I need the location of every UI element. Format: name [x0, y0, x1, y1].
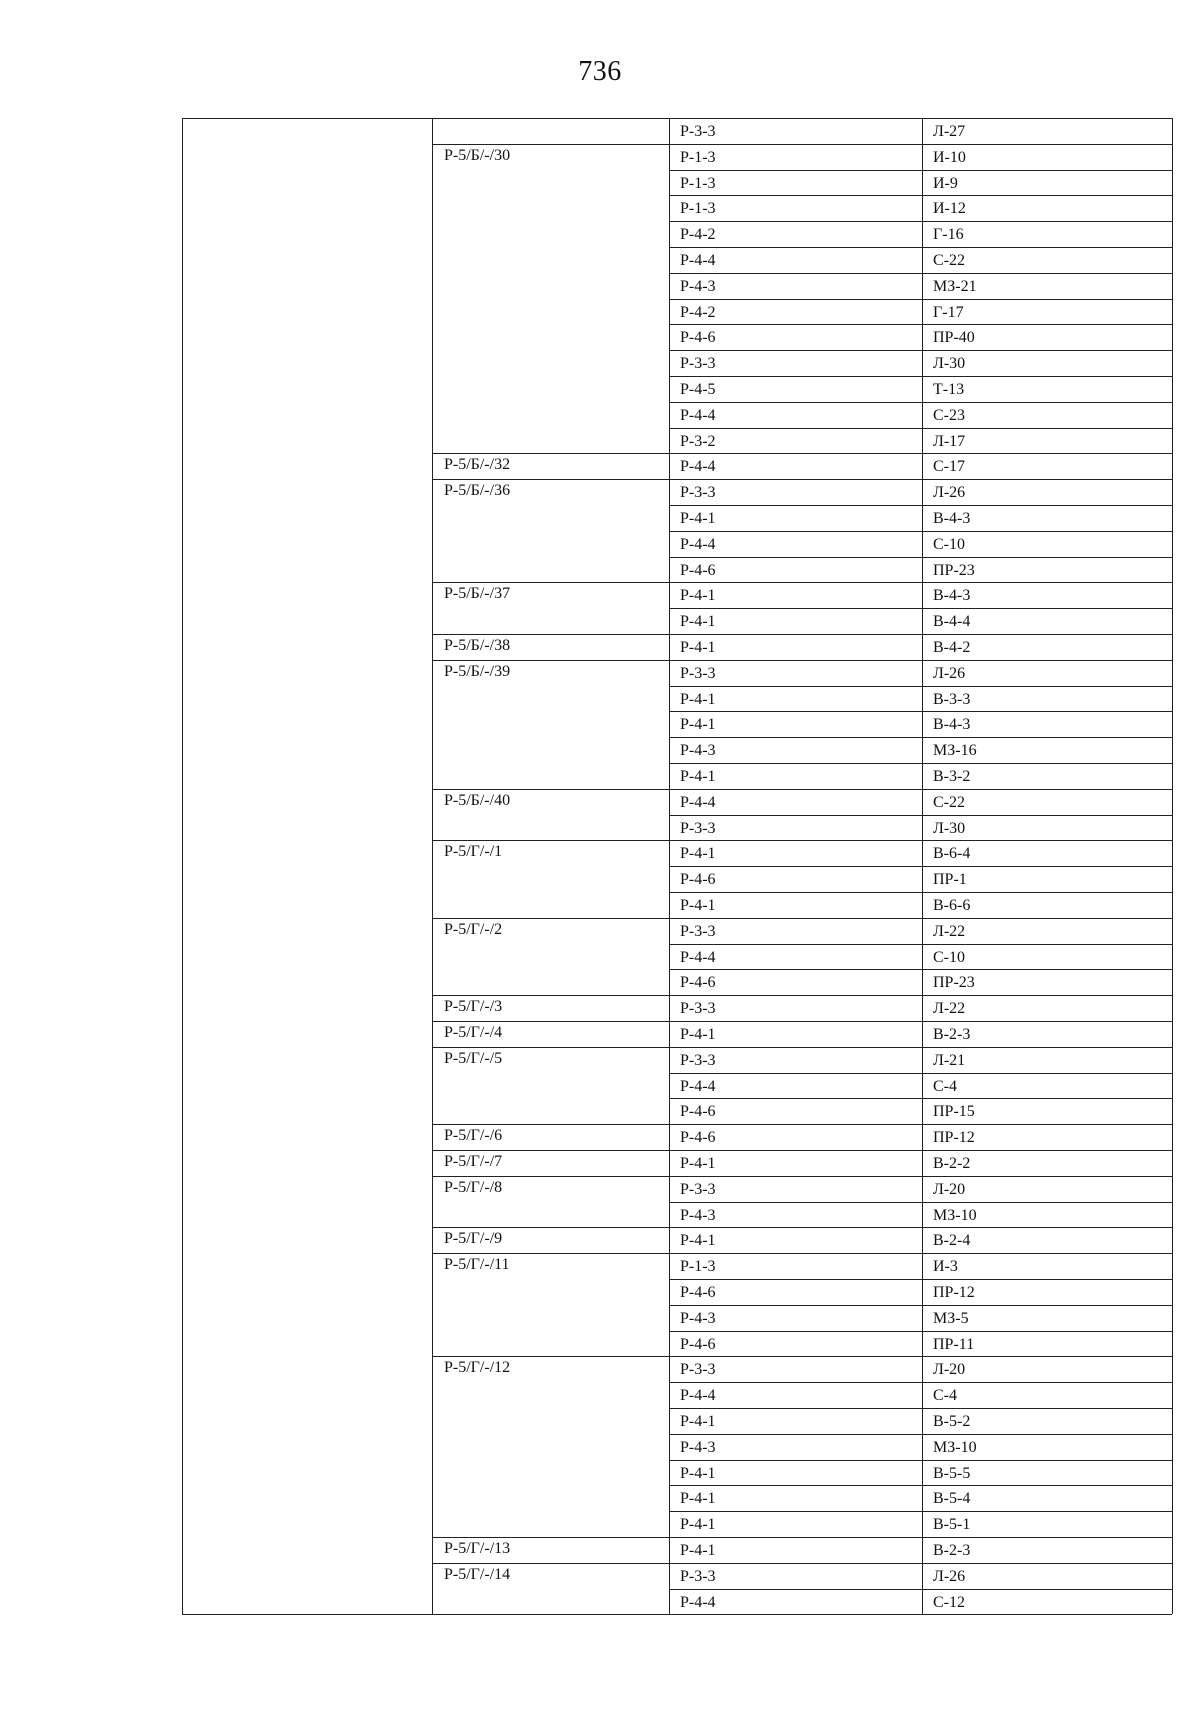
group-label: P-5/Г/-/8	[444, 1178, 503, 1196]
group-label: P-5/Г/-/13	[444, 1540, 511, 1557]
code-cell: В-3-2	[933, 768, 971, 785]
code-cell: P-4-1	[680, 510, 716, 527]
code-cell: В-4-3	[933, 716, 971, 734]
code-cell: В-6-4	[933, 845, 971, 863]
code-cell: В-2-3	[933, 1542, 971, 1559]
code-cell: P-4-4	[680, 252, 716, 269]
group-label: P-5/Б/-/37	[444, 585, 511, 603]
page-number: 736	[578, 56, 622, 87]
row-rule	[432, 660, 1172, 661]
code-cell: МЗ-10	[933, 1206, 977, 1224]
row-rule	[432, 1356, 1172, 1357]
code-cell: P-4-4	[680, 793, 716, 811]
code-cell: P-4-2	[680, 226, 716, 244]
code-cell: Л-26	[933, 1567, 966, 1585]
row-rule	[432, 995, 1172, 996]
code-cell: P-4-6	[680, 1284, 716, 1301]
code-cell: В-5-4	[933, 1490, 971, 1508]
row-rule	[669, 892, 1172, 893]
row-rule	[669, 608, 1172, 609]
group-label: P-5/Б/-/36	[444, 482, 511, 500]
code-cell: P-4-5	[680, 381, 716, 398]
row-rule	[669, 531, 1172, 532]
code-cell: P-4-6	[680, 974, 716, 992]
row-rule	[669, 273, 1172, 274]
code-cell: В-2-3	[933, 1026, 971, 1043]
row-rule	[432, 789, 1172, 790]
code-cell: С-10	[933, 948, 965, 966]
code-cell: P-3-3	[680, 355, 716, 373]
row-rule	[432, 840, 1172, 841]
row-rule	[182, 1614, 1172, 1615]
row-rule	[669, 402, 1172, 403]
group-label: P-5/Б/-/32	[444, 456, 511, 474]
code-cell: ПР-11	[933, 1335, 975, 1353]
group-label: P-5/Б/-/38	[444, 637, 511, 654]
row-rule	[432, 144, 1172, 145]
code-cell: P-4-6	[680, 561, 716, 579]
row-rule	[432, 1563, 1172, 1564]
row-rule	[669, 763, 1172, 764]
code-cell: P-4-1	[680, 845, 716, 863]
code-cell: С-22	[933, 252, 965, 269]
code-cell: P-4-1	[680, 1026, 716, 1043]
code-cell: И-10	[933, 148, 966, 166]
row-rule	[432, 1150, 1172, 1151]
row-rule	[669, 969, 1172, 970]
code-cell: P-4-1	[680, 1516, 716, 1534]
code-cell: ПР-12	[933, 1129, 975, 1147]
row-rule	[432, 1124, 1172, 1125]
code-cell: P-4-4	[680, 535, 716, 553]
code-cell: P-4-3	[680, 1438, 716, 1456]
code-cell: P-4-3	[680, 1206, 716, 1224]
code-cell: Л-30	[933, 355, 966, 373]
group-label: P-5/Г/-/3	[444, 998, 503, 1016]
row-rule	[669, 686, 1172, 687]
code-cell: В-5-5	[933, 1464, 971, 1482]
row-rule	[432, 582, 1172, 583]
row-rule	[432, 453, 1172, 454]
group-label: P-5/Г/-/9	[444, 1230, 503, 1248]
code-cell: ПР-15	[933, 1103, 975, 1121]
data-table	[182, 118, 1172, 1626]
code-cell: P-4-1	[680, 1413, 716, 1430]
code-cell: P-4-4	[680, 948, 716, 966]
row-rule	[669, 1511, 1172, 1512]
code-cell: P-4-4	[680, 406, 716, 424]
row-rule	[432, 1537, 1172, 1538]
code-cell: P-3-3	[680, 123, 716, 140]
row-rule	[669, 1382, 1172, 1383]
code-cell: С-22	[933, 793, 965, 811]
row-rule	[669, 944, 1172, 945]
row-rule	[432, 479, 1172, 480]
code-cell: ПР-12	[933, 1284, 975, 1301]
code-cell: Л-21	[933, 1051, 966, 1069]
code-cell: P-1-3	[680, 148, 716, 166]
code-cell: P-4-1	[680, 639, 716, 656]
row-rule	[669, 1434, 1172, 1435]
group-label: P-5/Г/-/5	[444, 1049, 503, 1067]
code-cell: P-4-1	[680, 613, 716, 631]
row-rule	[669, 505, 1172, 506]
row-rule	[669, 1098, 1172, 1099]
code-cell: МЗ-5	[933, 1309, 969, 1327]
code-cell: В-4-2	[933, 639, 971, 656]
code-cell: P-4-2	[680, 303, 716, 321]
row-rule	[669, 1279, 1172, 1280]
code-cell: P-3-2	[680, 432, 716, 450]
code-cell: P-4-6	[680, 329, 716, 347]
code-cell: P-1-3	[680, 200, 716, 218]
row-rule	[669, 737, 1172, 738]
code-cell: P-4-6	[680, 1103, 716, 1121]
row-rule	[669, 1589, 1172, 1590]
row-rule	[669, 1408, 1172, 1409]
code-cell: В-2-2	[933, 1155, 971, 1172]
row-rule	[669, 324, 1172, 325]
code-cell: Л-27	[933, 123, 966, 140]
code-cell: В-2-4	[933, 1232, 971, 1250]
row-rule	[669, 376, 1172, 377]
group-label: P-5/Б/-/30	[444, 146, 511, 164]
code-cell: ПР-23	[933, 561, 975, 579]
row-rule	[669, 557, 1172, 558]
group-label: P-5/Г/-/14	[444, 1565, 511, 1583]
group-label: P-5/Г/-/6	[444, 1127, 503, 1145]
code-cell: В-5-2	[933, 1413, 971, 1430]
code-cell: С-4	[933, 1387, 957, 1405]
code-cell: С-4	[933, 1077, 957, 1095]
row-rule	[432, 1227, 1172, 1228]
code-cell: P-4-1	[680, 768, 716, 785]
code-cell: P-4-4	[680, 1387, 716, 1405]
row-rule	[669, 1305, 1172, 1306]
group-label: P-5/Б/-/39	[444, 662, 511, 680]
code-cell: ПР-23	[933, 974, 975, 992]
code-cell: P-4-1	[680, 690, 716, 708]
code-cell: P-4-1	[680, 587, 716, 605]
column-rule	[432, 118, 433, 1614]
code-cell: Л-30	[933, 819, 966, 837]
row-rule	[432, 1176, 1172, 1177]
code-cell: P-4-1	[680, 1464, 716, 1482]
code-cell: P-1-3	[680, 1258, 716, 1276]
code-cell: P-3-3	[680, 1180, 716, 1198]
code-cell: В-6-6	[933, 897, 971, 914]
row-rule	[669, 1485, 1172, 1486]
row-rule	[432, 1047, 1172, 1048]
code-cell: P-4-4	[680, 1077, 716, 1095]
code-cell: P-4-1	[680, 897, 716, 914]
column-rule	[182, 118, 183, 1614]
row-rule	[669, 195, 1172, 196]
code-cell: P-4-6	[680, 1129, 716, 1147]
code-cell: В-5-1	[933, 1516, 971, 1534]
code-cell: Т-13	[933, 381, 965, 398]
row-rule	[669, 1073, 1172, 1074]
row-rule	[669, 299, 1172, 300]
code-cell: И-9	[933, 174, 958, 192]
code-cell: ПР-1	[933, 871, 967, 889]
code-cell: P-4-1	[680, 1155, 716, 1172]
code-cell: P-4-3	[680, 277, 716, 295]
row-rule	[669, 247, 1172, 248]
code-cell: P-3-3	[680, 1567, 716, 1585]
row-rule	[669, 711, 1172, 712]
group-label: P-5/Г/-/1	[444, 843, 503, 861]
code-cell: P-3-3	[680, 922, 716, 940]
group-label: P-5/Г/-/11	[444, 1256, 510, 1274]
code-cell: Л-26	[933, 484, 966, 502]
code-cell: Л-17	[933, 432, 966, 450]
code-cell: Л-22	[933, 1000, 966, 1018]
code-cell: P-4-4	[680, 1593, 716, 1611]
code-cell: P-3-3	[680, 819, 716, 837]
code-cell: P-4-1	[680, 1490, 716, 1508]
group-label: P-5/Г/-/2	[444, 920, 503, 938]
row-rule	[669, 221, 1172, 222]
code-cell: P-4-4	[680, 458, 716, 476]
code-cell: ПР-40	[933, 329, 975, 347]
code-cell: P-3-3	[680, 664, 716, 682]
code-cell: С-17	[933, 458, 965, 476]
code-cell: Л-20	[933, 1180, 966, 1198]
code-cell: С-10	[933, 535, 965, 553]
code-cell: P-4-3	[680, 742, 716, 760]
row-rule	[669, 170, 1172, 171]
code-cell: С-12	[933, 1593, 965, 1611]
row-rule	[432, 634, 1172, 635]
row-rule	[669, 428, 1172, 429]
code-cell: P-1-3	[680, 174, 716, 192]
row-rule	[669, 866, 1172, 867]
code-cell: P-3-3	[680, 1000, 716, 1018]
column-rule	[1172, 118, 1173, 1614]
code-cell: МЗ-16	[933, 742, 977, 760]
code-cell: Г-16	[933, 226, 964, 244]
code-cell: P-3-3	[680, 484, 716, 502]
code-cell: В-4-3	[933, 587, 971, 605]
code-cell: С-23	[933, 406, 965, 424]
code-cell: P-4-1	[680, 716, 716, 734]
code-cell: P-4-1	[680, 1232, 716, 1250]
code-cell: P-4-3	[680, 1309, 716, 1327]
code-cell: P-4-6	[680, 1335, 716, 1353]
code-cell: МЗ-21	[933, 277, 977, 295]
row-rule	[669, 350, 1172, 351]
code-cell: Г-17	[933, 303, 964, 321]
group-label: P-5/Г/-/7	[444, 1153, 503, 1170]
row-rule	[182, 118, 1172, 119]
code-cell: P-3-3	[680, 1051, 716, 1069]
code-cell: Л-20	[933, 1361, 966, 1379]
group-label: P-5/Г/-/12	[444, 1359, 511, 1377]
row-rule	[432, 1021, 1172, 1022]
group-label: P-5/Г/-/4	[444, 1024, 503, 1041]
code-cell: P-3-3	[680, 1361, 716, 1379]
code-cell: И-12	[933, 200, 966, 218]
row-rule	[432, 1253, 1172, 1254]
code-cell: P-4-1	[680, 1542, 716, 1559]
row-rule	[669, 1331, 1172, 1332]
group-label: P-5/Б/-/40	[444, 791, 511, 809]
code-cell: МЗ-10	[933, 1438, 977, 1456]
code-cell: P-4-6	[680, 871, 716, 889]
code-cell: В-4-4	[933, 613, 971, 631]
code-cell: Л-26	[933, 664, 966, 682]
code-cell: Л-22	[933, 922, 966, 940]
code-cell: И-3	[933, 1258, 958, 1276]
row-rule	[432, 918, 1172, 919]
code-cell: В-3-3	[933, 690, 971, 708]
row-rule	[669, 1202, 1172, 1203]
row-rule	[669, 815, 1172, 816]
row-rule	[669, 1460, 1172, 1461]
code-cell: В-4-3	[933, 510, 971, 527]
